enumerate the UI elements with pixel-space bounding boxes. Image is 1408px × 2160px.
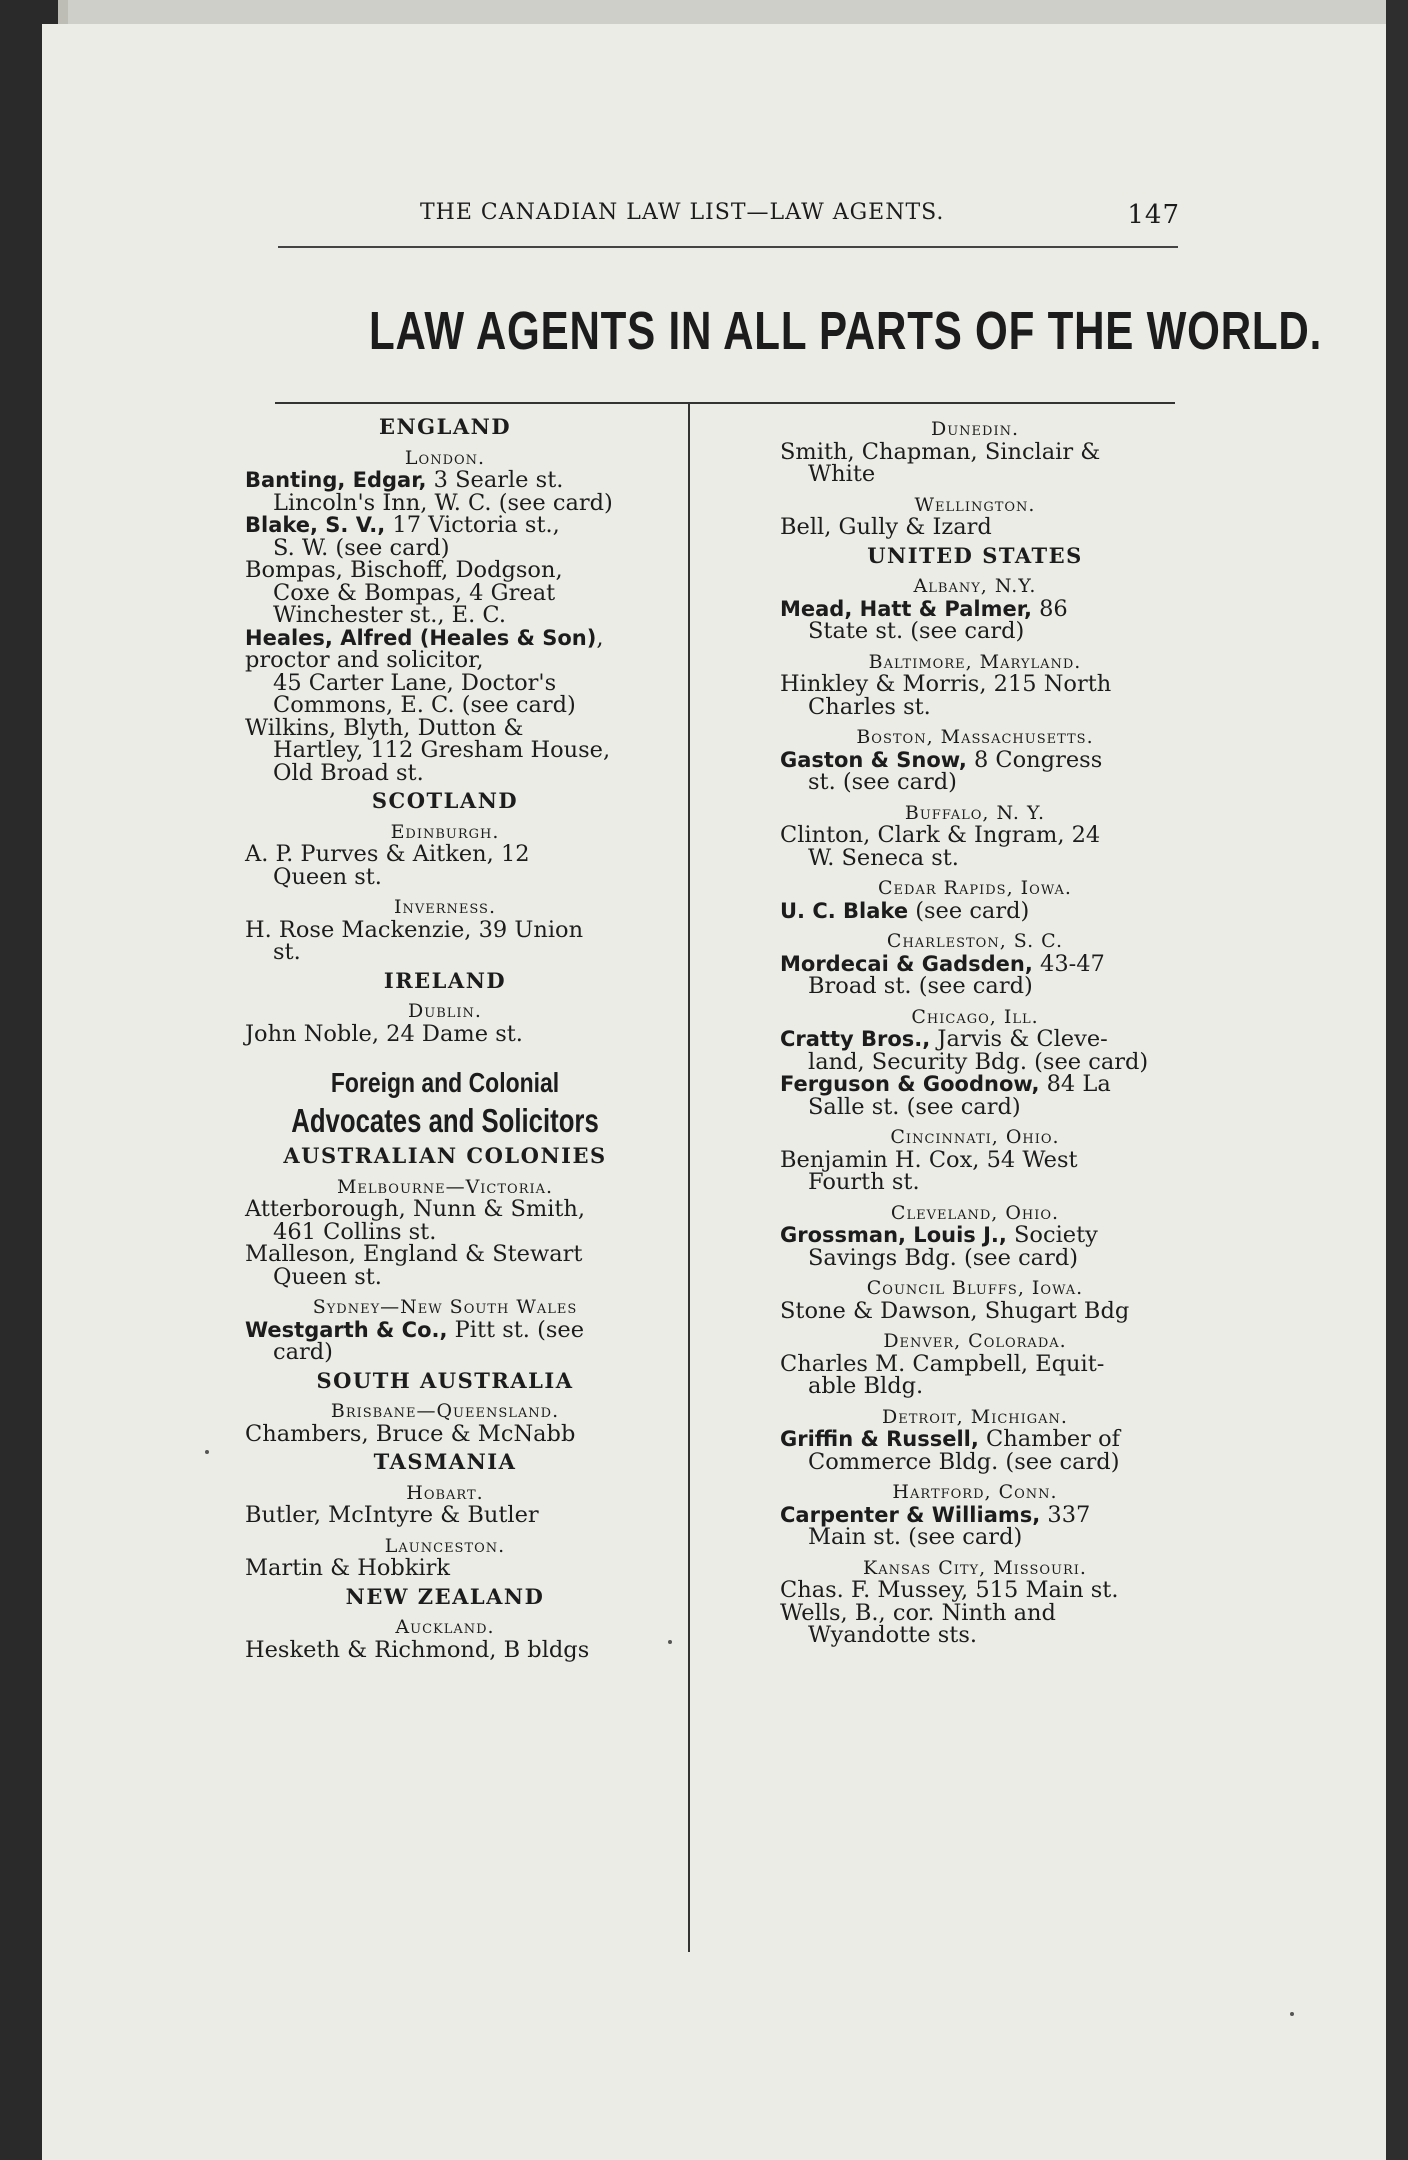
entry-continued: land, Security Bdg. (see card) <box>808 1048 1149 1075</box>
firm-name: Cratty Bros., <box>780 1027 931 1051</box>
firm-name: Westgarth & Co., <box>245 1317 448 1342</box>
entry <box>780 1028 1170 1073</box>
firm-name: U. C. Blake <box>780 898 909 923</box>
firm-name: Mordecai & Gadsden, <box>780 951 1033 976</box>
entry-text: , proctor and solicitor, <box>245 624 604 673</box>
section-heading: NEW ZEALAND <box>345 1583 545 1609</box>
entry <box>245 1198 645 1243</box>
city-heading: Kansas City, Missouri. <box>863 1556 1087 1579</box>
entry-text: Bompas, Bischoff, Dodgson, <box>245 557 563 583</box>
city-heading: Detroit, Michigan. <box>882 1405 1068 1428</box>
city-heading: Brisbane—Queensland. <box>330 1400 560 1422</box>
entry-text: Wilkins, Blyth, Dutton & <box>245 714 524 741</box>
entry-text: Smith, Chapman, Sinclair & <box>780 438 1101 465</box>
entry-text: Atterborough, Nunn & Smith, <box>245 1196 586 1222</box>
title-rule <box>275 402 1175 404</box>
entry-text: 84 La <box>1039 1071 1111 1097</box>
entry <box>780 1599 1170 1648</box>
entry-text: Hesketh & Richmond, B bldgs <box>245 1636 590 1663</box>
section-heading: TASMANIA <box>373 1449 517 1474</box>
entry-continued: Wyandotte sts. <box>808 1622 978 1648</box>
entry <box>245 559 645 627</box>
section-heading: IRELAND <box>383 967 507 993</box>
entry <box>245 1020 645 1047</box>
entry <box>245 1636 645 1663</box>
entry <box>245 1557 645 1580</box>
entry <box>780 1224 1170 1269</box>
section-heading: AUSTRALIAN COLONIES <box>283 1143 607 1168</box>
entry-text: 86 <box>1031 595 1068 622</box>
entry-continued: Broad st. (see card) <box>808 973 1033 999</box>
header-rule <box>278 246 1178 248</box>
entry <box>780 673 1170 718</box>
city-heading: Auckland. <box>395 1616 495 1638</box>
entry-text: Chamber of <box>978 1426 1120 1452</box>
firm-name: Heales, Alfred (Heales & Son) <box>245 625 597 650</box>
entry-continued: 45 Carter Lane, Doctor's Commons, E. C. (see card) <box>273 669 576 718</box>
entry-text: Hinkley & Morris, 215 North <box>780 671 1112 697</box>
entry-continued: S. W. (see card) <box>273 534 450 561</box>
entry-continued: 461 Collins st. <box>273 1218 437 1245</box>
city-heading: Cedar Rapids, Iowa. <box>878 877 1072 899</box>
entry <box>245 1243 645 1288</box>
city-heading: Edinburgh. <box>390 820 500 843</box>
entry-continued: State st. (see card) <box>808 618 1025 644</box>
entry-text: Martin & Hobkirk <box>245 1555 451 1581</box>
entry-continued: Savings Bdg. (see card) <box>808 1244 1079 1271</box>
section-heading: SCOTLAND <box>371 788 519 813</box>
entry-text: 43-47 <box>1032 950 1105 977</box>
city-heading: Boston, Massachusetts. <box>856 726 1094 748</box>
entry <box>245 514 645 559</box>
entry-continued: Hartley, 112 Gresham House, Old Broad st. <box>273 737 611 786</box>
entry <box>780 950 1170 999</box>
entry <box>780 897 1170 924</box>
entry-text: 3 Searle st. <box>426 467 564 493</box>
entry-continued: White <box>808 461 876 487</box>
page-edge-shadow <box>1386 0 1408 2160</box>
city-heading: Charleston, S. C. <box>886 930 1064 952</box>
entry-continued: Coxe & Bompas, 4 Great Winchester st., E. C. <box>273 579 556 628</box>
entry <box>780 824 1170 869</box>
entry-text: Benjamin H. Cox, 54 West <box>780 1146 1078 1173</box>
firm-name: Gaston & Snow, <box>780 747 967 772</box>
page-title: LAW AGENTS IN ALL PARTS OF THE WORLD. <box>369 301 1323 361</box>
entry-text: Jarvis & Cleve- <box>930 1026 1108 1052</box>
entry-continued: Salle st. (see card) <box>808 1093 1021 1120</box>
entry-continued: Charles st. <box>808 693 931 720</box>
city-heading: Melbourne—Victoria. <box>336 1175 554 1198</box>
entry <box>780 1579 1170 1602</box>
entry-text: Clinton, Clark & Ingram, 24 <box>780 822 1101 848</box>
speck <box>205 1450 209 1454</box>
firm-name: Ferguson & Goodnow, <box>780 1072 1040 1096</box>
city-heading: Chicago, Ill. <box>911 1005 1039 1028</box>
subheading-foreign: Foreign and Colonial <box>330 1067 560 1098</box>
city-heading: Dunedin. <box>930 418 1020 440</box>
left-column <box>245 410 645 1661</box>
entry-text: 17 Victoria st., <box>385 512 560 538</box>
entry-text: A. P. Purves & Aitken, 12 <box>245 841 530 867</box>
entry <box>245 1316 645 1365</box>
entry <box>245 714 645 786</box>
entry <box>780 1501 1170 1550</box>
entry-text: Chas. F. Mussey, 515 Main st. <box>780 1577 1119 1603</box>
city-heading: Sydney—New South Wales <box>312 1296 578 1318</box>
entry-continued: Fourth st. <box>808 1169 920 1195</box>
entry <box>780 1146 1170 1195</box>
entry <box>245 624 645 718</box>
entry <box>245 1420 645 1447</box>
entry-text: 337 <box>1040 1501 1091 1528</box>
entry <box>780 438 1170 487</box>
entry <box>245 843 645 888</box>
city-heading: Inverness. <box>393 896 497 918</box>
entry-continued: Main st. (see card) <box>808 1524 1023 1550</box>
entry <box>780 1428 1170 1473</box>
city-heading: Cincinnati, Ohio. <box>890 1126 1060 1148</box>
entry-continued: Commerce Bldg. (see card) <box>808 1448 1120 1475</box>
entry <box>780 516 1170 539</box>
entry-continued: Lincoln's Inn, W. C. (see card) <box>273 489 613 516</box>
entry <box>245 1504 645 1527</box>
entry <box>780 1073 1170 1118</box>
speck <box>668 1640 672 1644</box>
firm-name: Griffin & Russell, <box>780 1427 979 1451</box>
entry <box>245 916 645 965</box>
entry-text: Charles M. Campbell, Equit- <box>780 1350 1105 1377</box>
entry-text: John Noble, 24 Dame st. <box>245 1020 523 1047</box>
entry-continued: st. <box>273 939 301 965</box>
city-heading: Hobart. <box>406 1481 484 1504</box>
speck <box>1290 2012 1294 2016</box>
column-divider <box>688 402 690 1952</box>
city-heading: Albany, N.Y. <box>913 575 1037 597</box>
entry <box>245 469 645 514</box>
entry-text: Butler, McIntyre & Butler <box>245 1502 539 1528</box>
page-number: 147 <box>1127 200 1180 230</box>
city-heading: Baltimore, Maryland. <box>868 650 1082 673</box>
entry <box>780 746 1170 795</box>
entry <box>780 1297 1170 1324</box>
firm-name: Mead, Hatt & Palmer, <box>780 596 1032 621</box>
city-heading: Denver, Colorada. <box>883 1330 1067 1352</box>
section-heading: SOUTH AUSTRALIA <box>316 1367 574 1393</box>
entry-text: Wells, B., cor. Ninth and <box>780 1599 1056 1626</box>
entry-text: Pitt st. (see <box>447 1316 585 1343</box>
entry <box>780 1350 1170 1399</box>
entry-text: Society <box>1006 1222 1098 1248</box>
city-heading: Cleveland, Ohio. <box>890 1201 1060 1224</box>
entry-continued: card) <box>273 1339 333 1365</box>
city-heading: Dublin. <box>408 1000 482 1022</box>
section-heading: UNITED STATES <box>867 542 1083 568</box>
city-heading: London. <box>404 446 486 469</box>
city-heading: Wellington. <box>914 493 1036 516</box>
entry <box>780 595 1170 644</box>
entry-continued: Queen st. <box>273 1263 382 1290</box>
right-column <box>780 410 1170 1647</box>
firm-name: Blake, S. V., <box>245 513 386 537</box>
entry-text: Malleson, England & Stewart <box>245 1241 583 1267</box>
running-title: THE CANADIAN LAW LIST—LAW AGENTS. <box>420 200 945 225</box>
entry-text: Chambers, Bruce & McNabb <box>245 1420 576 1447</box>
running-header <box>420 200 1180 230</box>
entry-text: 8 Congress <box>966 746 1103 773</box>
city-heading: Buffalo, N. Y. <box>904 801 1046 824</box>
firm-name: Banting, Edgar, <box>245 468 427 492</box>
entry-continued: st. (see card) <box>808 769 957 795</box>
city-heading: Launceston. <box>384 1534 506 1557</box>
entry-text: Bell, Gully & Izard <box>780 514 992 540</box>
entry-continued: able Bldg. <box>808 1373 924 1399</box>
firm-name: Grossman, Louis J., <box>780 1223 1007 1247</box>
city-heading: Council Bluffs, Iowa. <box>866 1277 1084 1299</box>
subheading-advocates: Advocates and Solicitors <box>291 1102 599 1139</box>
entry-continued: Queen st. <box>273 863 382 890</box>
entry-continued: W. Seneca st. <box>808 844 959 871</box>
section-heading: ENGLAND <box>378 414 512 439</box>
firm-name: Carpenter & Williams, <box>780 1502 1041 1527</box>
entry-text: H. Rose Mackenzie, 39 Union <box>245 916 584 943</box>
city-heading: Hartford, Conn. <box>892 1481 1058 1503</box>
entry-text: Stone & Dawson, Shugart Bdg <box>780 1297 1130 1324</box>
entry-text: (see card) <box>908 897 1030 924</box>
